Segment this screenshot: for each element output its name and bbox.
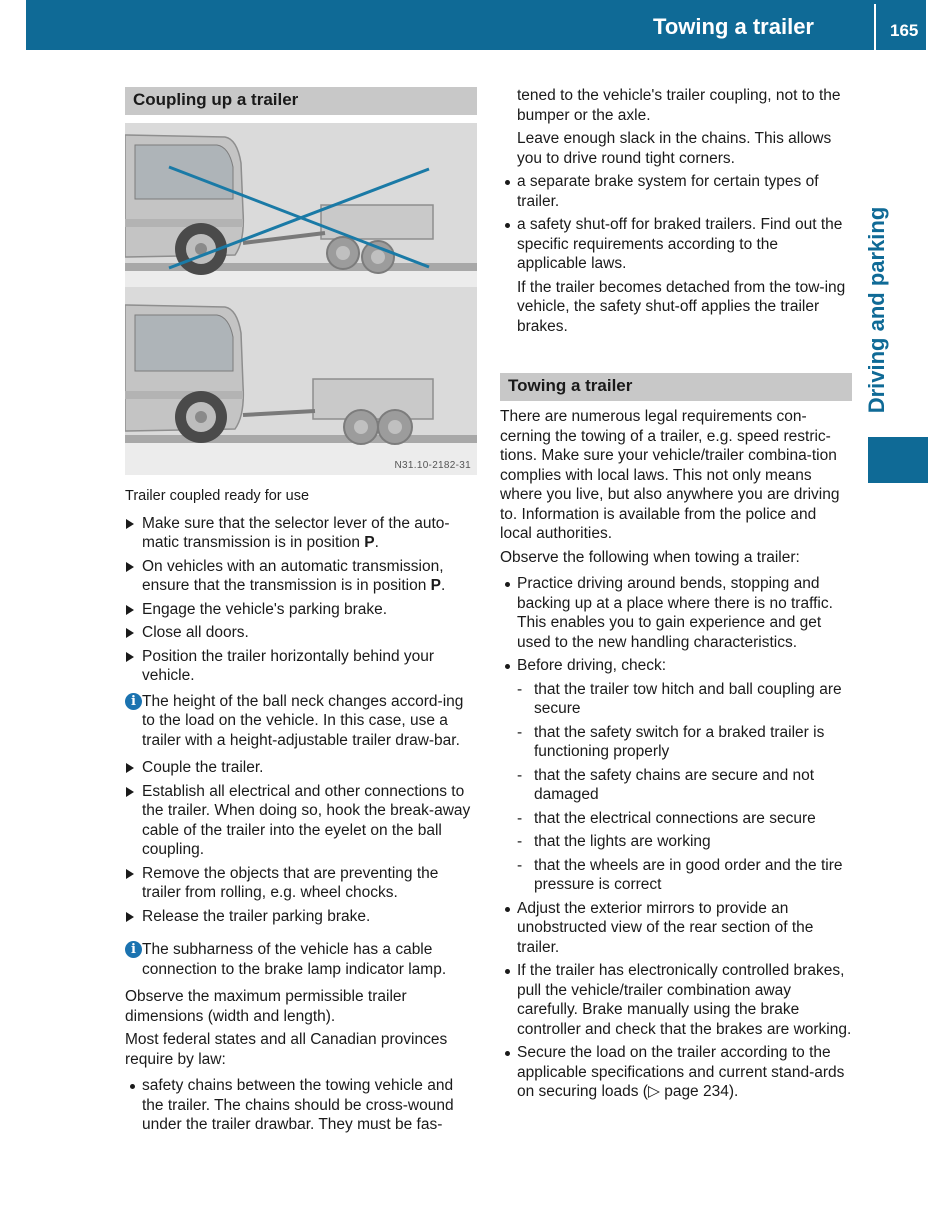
info-note: i The subharness of the vehicle has a cable connection to the brake lamp indicator lamp.	[125, 940, 477, 979]
bullet-icon	[130, 1084, 135, 1089]
header-divider	[874, 4, 876, 50]
page-ref-icon: ▷	[647, 1083, 660, 1100]
info-note: i The height of the ball neck changes accord-ing to the load on the vehicle. In this case, use a trailer with a height-adjustable trailer draw-bar.	[125, 692, 477, 751]
bullet-item: Adjust the exterior mirrors to provide an unobstructed view of the rear section of the trailer.	[500, 899, 852, 958]
step-item: Couple the trailer.	[125, 758, 477, 778]
page-title: Towing a trailer	[653, 14, 814, 39]
check-item: - that the trailer tow hitch and ball coupling are secure	[517, 680, 842, 717]
info-icon: i	[125, 693, 142, 710]
steps-list-a	[125, 514, 477, 686]
arrow-icon	[126, 605, 134, 615]
bullet-icon	[505, 907, 510, 912]
bullet-item: Before driving, check: - that the trailer tow hitch and ball coupling are secure - that the safety switch for a braked trailer is functioning properly - that the safety chains are secure and not damaged - that the electrical connections are secure - that the lights are working - that the wheels are in good order and the tire pressure is correct	[500, 656, 852, 895]
bullet-list	[500, 172, 852, 274]
arrow-icon	[126, 869, 134, 879]
bullet-item: Secure the load on the trailer according to the applicable specifications and current stand-ards on securing loads (▷ page 234).	[500, 1043, 852, 1102]
step-item: Remove the objects that are preventing the trailer from rolling, e.g. wheel chocks.	[125, 864, 477, 903]
check-item: - that the electrical connections are secure	[517, 809, 816, 827]
side-tab-marker	[868, 437, 928, 483]
bullet-icon	[505, 180, 510, 185]
section-heading-coupling: Coupling up a trailer	[125, 87, 477, 115]
check-item: - that the lights are working	[517, 833, 711, 850]
right-column	[500, 86, 852, 1106]
steps-list-b	[125, 758, 477, 926]
bullet-list	[125, 1076, 477, 1135]
arrow-icon	[126, 763, 134, 773]
info-icon: i	[125, 941, 142, 958]
bullet-item: If the trailer has electronically controlled brakes, pull the vehicle/trailer combination away carefully. Brake manually using the brake controller and check that the brakes are working.	[500, 961, 852, 1039]
bullet-item: safety chains between the towing vehicle and the trailer. The chains should be cross-wound under the trailer drawbar. They must be fas-	[125, 1076, 477, 1135]
bullet-icon	[505, 969, 510, 974]
paragraph: There are numerous legal requirements con-cerning the towing of a trailer, e.g. speed restric-tions. Make sure your vehicle/trailer combina-tion complies with local laws. This not only means where you live, but also anywhere you are driving to. Information is available from the police and local authorities.	[500, 408, 840, 542]
step-item: Engage the vehicle's parking brake.	[125, 600, 477, 620]
step-item: Release the trailer parking brake.	[125, 907, 477, 927]
step-item: On vehicles with an automatic transmission, ensure that the transmission is in position P.	[125, 557, 477, 596]
check-item: - that the safety chains are secure and not damaged	[517, 766, 815, 803]
bullet-icon	[505, 664, 510, 669]
bullet-icon	[505, 223, 510, 228]
page-number: 165	[890, 21, 919, 40]
bullet-list	[500, 574, 852, 1102]
paragraph: Most federal states and all Canadian provinces require by law:	[125, 1031, 448, 1068]
step-item: Establish all electrical and other connections to the trailer. When doing so, hook the break-away cable of the trailer into the eyelet on the ball coupling.	[125, 782, 477, 860]
check-list	[517, 680, 852, 895]
bullet-icon	[505, 1051, 510, 1056]
arrow-icon	[126, 912, 134, 922]
paragraph: Leave enough slack in the chains. This allows you to drive round tight corners.	[517, 130, 832, 167]
paragraph: Observe the maximum permissible trailer dimensions (width and length).	[125, 988, 407, 1025]
paragraph: If the trailer becomes detached from the tow-ing vehicle, the safety shut-off applies the trailer brakes.	[517, 278, 846, 335]
arrow-icon	[126, 519, 134, 529]
arrow-icon	[126, 652, 134, 662]
arrow-icon	[126, 562, 134, 572]
arrow-icon	[126, 628, 134, 638]
check-item: - that the wheels are in good order and the tire pressure is correct	[517, 856, 843, 893]
trailer-illustration-drawing	[125, 123, 477, 475]
check-item: - that the safety switch for a braked trailer is functioning properly	[517, 723, 825, 760]
paragraph: Observe the following when towing a trailer:	[500, 548, 800, 566]
section-heading-towing: Towing a trailer	[500, 373, 852, 401]
bullet-icon	[505, 582, 510, 587]
arrow-icon	[126, 787, 134, 797]
bullet-item: Practice driving around bends, stopping and backing up at a place where there is no traffic. This enables you to gain experience and get used to the new handling characteristics.	[500, 574, 852, 652]
header-bar	[26, 0, 926, 50]
figure-caption: Trailer coupled ready for use	[125, 488, 310, 504]
paragraph: tened to the vehicle's trailer coupling, not to the bumper or the axle.	[517, 87, 841, 124]
left-column	[125, 87, 477, 1139]
figure-code: N31.10-2182-31	[394, 460, 471, 471]
page-ref-link[interactable]: page 234).	[659, 1083, 739, 1100]
step-item: Make sure that the selector lever of the auto-matic transmission is in position P.	[125, 514, 477, 553]
step-item: Close all doors.	[125, 623, 477, 643]
side-tab-label-text: Driving and parking	[864, 206, 889, 414]
bullet-item: a separate brake system for certain types of trailer.	[500, 172, 852, 211]
trailer-illustration	[125, 123, 477, 475]
bullet-item: a safety shut-off for braked trailers. Find out the specific requirements according to the applicable laws.	[500, 215, 852, 274]
step-item: Position the trailer horizontally behind your vehicle.	[125, 647, 477, 686]
